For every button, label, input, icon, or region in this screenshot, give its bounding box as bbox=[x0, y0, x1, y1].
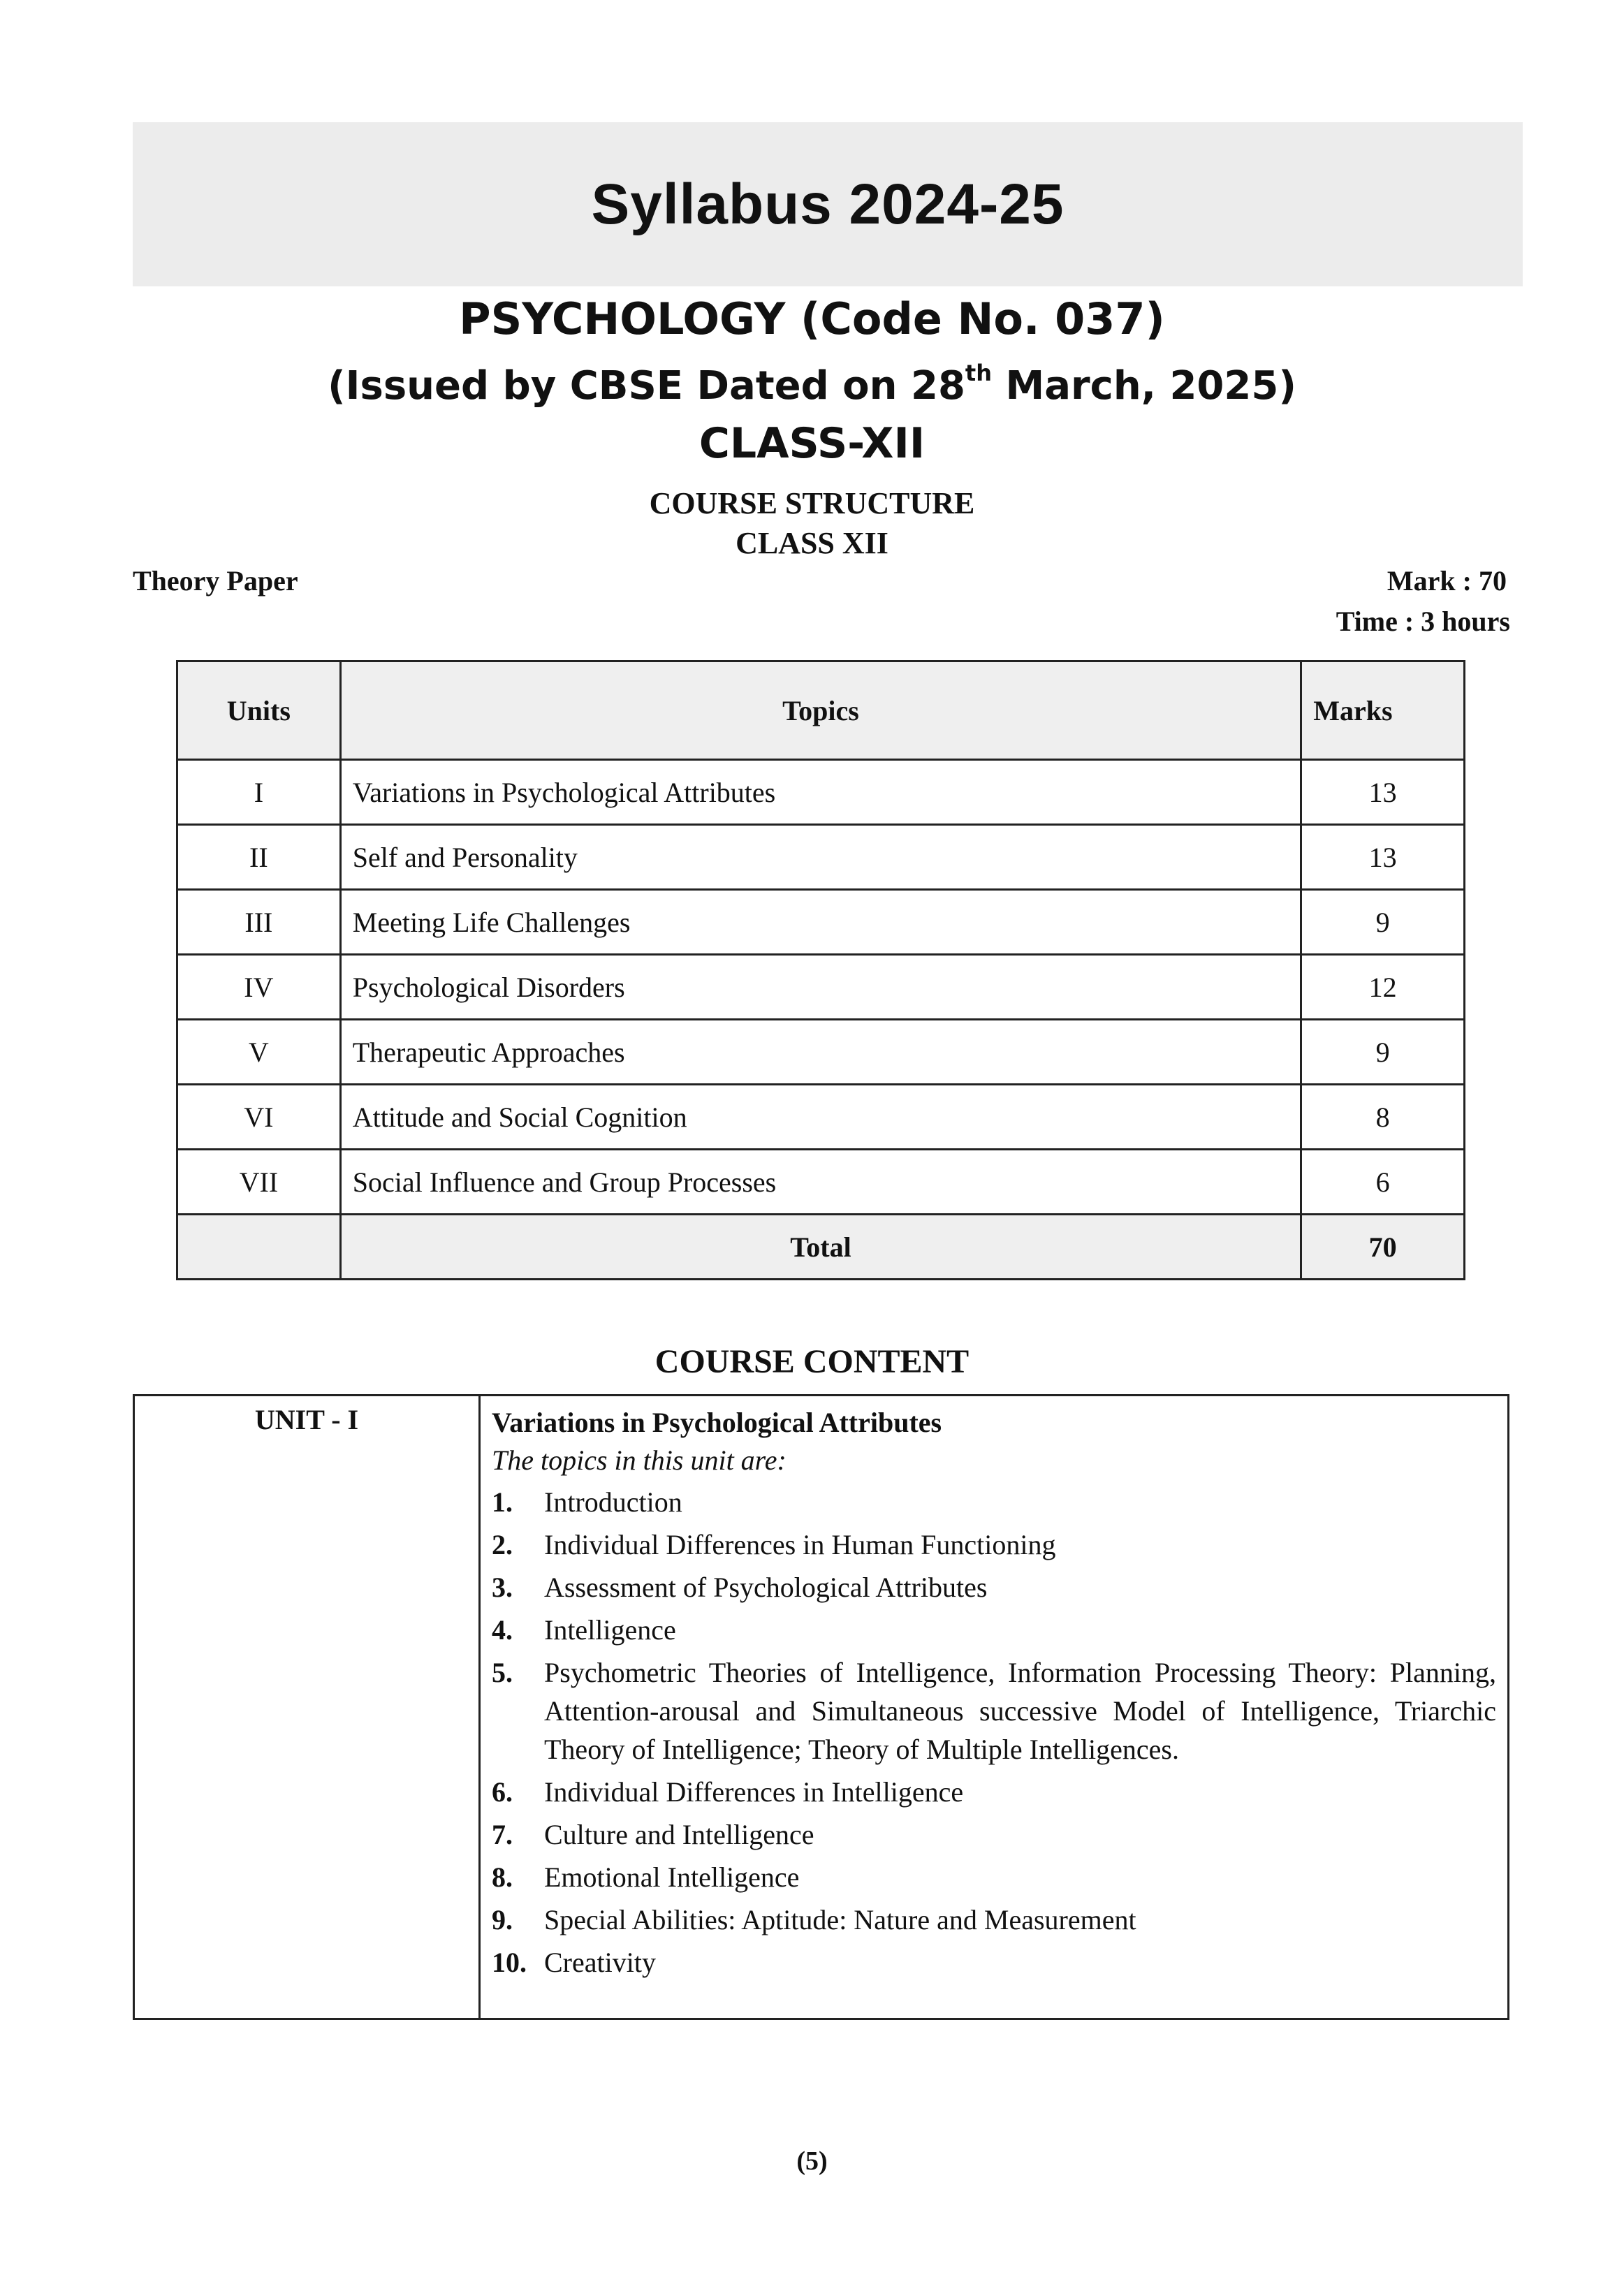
item-text: Creativity bbox=[544, 1947, 656, 1978]
list-item bbox=[492, 1901, 1496, 1939]
marks-cell: 12 bbox=[1301, 955, 1465, 1020]
total-label: Total bbox=[340, 1215, 1301, 1280]
total-marks: 70 bbox=[1301, 1215, 1465, 1280]
unit-intro: The topics in this unit are: bbox=[492, 1444, 787, 1476]
course-content-heading: COURSE CONTENT bbox=[654, 1343, 970, 1380]
item-text: Psychometric Theories of Intelligence, Information Processing Theory: Planning, Attention-arousal and Simultaneous successive Model of Intelligence, Triarchic Theory of Intelligence; Theory of Multiple Intelligences. bbox=[544, 1657, 1496, 1765]
item-text: Individual Differences in Human Functioning bbox=[544, 1529, 1056, 1560]
subject-title: PSYCHOLOGY (Code No. 037) bbox=[459, 293, 1165, 344]
table-row bbox=[177, 825, 1465, 890]
table-row bbox=[177, 1085, 1465, 1150]
unit-cell: II bbox=[177, 825, 341, 890]
marks-cell: 8 bbox=[1301, 1085, 1465, 1150]
page-number: (5) bbox=[796, 2146, 828, 2176]
list-item bbox=[492, 1483, 1496, 1521]
issued-superscript: th bbox=[965, 360, 992, 386]
unit-cell: V bbox=[177, 1020, 341, 1085]
item-text: Intelligence bbox=[544, 1614, 676, 1646]
list-item bbox=[492, 1858, 1496, 1896]
marks-cell: 13 bbox=[1301, 760, 1465, 825]
item-text: Introduction bbox=[544, 1486, 682, 1518]
unit-body bbox=[480, 1396, 1509, 2019]
topic-cell: Therapeutic Approaches bbox=[340, 1020, 1301, 1085]
unit-row bbox=[134, 1396, 1509, 2019]
list-item bbox=[492, 1773, 1496, 1811]
table-row bbox=[177, 1150, 1465, 1215]
issued-suffix: March, 2025) bbox=[992, 363, 1296, 409]
topic-cell: Meeting Life Challenges bbox=[340, 890, 1301, 955]
item-number: 8. bbox=[492, 1861, 513, 1893]
list-item bbox=[492, 1611, 1496, 1649]
unit-cell: I bbox=[177, 760, 341, 825]
list-item bbox=[492, 1568, 1496, 1606]
list-item bbox=[492, 1653, 1496, 1769]
item-text: Emotional Intelligence bbox=[544, 1861, 800, 1893]
topic-cell: Self and Personality bbox=[340, 825, 1301, 890]
time-duration: Time : 3 hours bbox=[1336, 606, 1510, 637]
class-title: CLASS-XII bbox=[698, 419, 926, 468]
table-header-row bbox=[177, 661, 1465, 760]
marks-cell: 9 bbox=[1301, 1020, 1465, 1085]
theory-paper-label: Theory Paper bbox=[133, 565, 298, 596]
table-row bbox=[177, 760, 1465, 825]
item-number: 1. bbox=[492, 1486, 513, 1518]
marks-cell: 13 bbox=[1301, 825, 1465, 890]
topic-cell: Attitude and Social Cognition bbox=[340, 1085, 1301, 1150]
item-text: Special Abilities: Aptitude: Nature and Measurement bbox=[544, 1904, 1136, 1935]
unit-cell: VII bbox=[177, 1150, 341, 1215]
topic-list bbox=[492, 1483, 1496, 1982]
item-text: Assessment of Psychological Attributes bbox=[544, 1572, 988, 1603]
list-item bbox=[492, 1943, 1496, 1982]
list-item bbox=[492, 1525, 1496, 1564]
item-text: Individual Differences in Intelligence bbox=[544, 1776, 964, 1808]
table-row bbox=[177, 890, 1465, 955]
course-structure-table bbox=[176, 660, 1465, 1280]
max-mark: Mark : 70 bbox=[1387, 565, 1507, 596]
item-text: Culture and Intelligence bbox=[544, 1819, 814, 1850]
table-row bbox=[177, 1020, 1465, 1085]
course-content-table bbox=[133, 1394, 1509, 2020]
item-number: 7. bbox=[492, 1819, 513, 1850]
banner-title: Syllabus 2024-25 bbox=[591, 172, 1065, 236]
total-row bbox=[177, 1215, 1465, 1280]
topic-cell: Psychological Disorders bbox=[340, 955, 1301, 1020]
item-number: 3. bbox=[492, 1572, 513, 1603]
list-item bbox=[492, 1815, 1496, 1854]
topic-cell: Variations in Psychological Attributes bbox=[340, 760, 1301, 825]
marks-cell: 9 bbox=[1301, 890, 1465, 955]
marks-cell: 6 bbox=[1301, 1150, 1465, 1215]
unit-cell: IV bbox=[177, 955, 341, 1020]
syllabus-banner bbox=[133, 122, 1523, 286]
unit-cell: VI bbox=[177, 1085, 341, 1150]
item-number: 9. bbox=[492, 1904, 513, 1935]
unit-cell: III bbox=[177, 890, 341, 955]
issued-line bbox=[0, 360, 1624, 409]
unit-title: Variations in Psychological Attributes bbox=[492, 1407, 942, 1438]
item-number: 4. bbox=[492, 1614, 513, 1646]
unit-label: UNIT - I bbox=[134, 1396, 480, 2019]
issued-prefix: (Issued by CBSE Dated on 28 bbox=[328, 363, 965, 409]
header-units: Units bbox=[177, 661, 341, 760]
header-marks: Marks bbox=[1301, 661, 1465, 760]
course-structure-heading: COURSE STRUCTURE bbox=[649, 486, 975, 520]
item-number: 2. bbox=[492, 1529, 513, 1560]
item-number: 10. bbox=[492, 1947, 527, 1978]
course-structure-class: CLASS XII bbox=[736, 526, 888, 560]
table-row bbox=[177, 955, 1465, 1020]
item-number: 5. bbox=[492, 1657, 513, 1688]
item-number: 6. bbox=[492, 1776, 513, 1808]
topic-cell: Social Influence and Group Processes bbox=[340, 1150, 1301, 1215]
total-empty-cell bbox=[177, 1215, 341, 1280]
header-topics: Topics bbox=[340, 661, 1301, 760]
